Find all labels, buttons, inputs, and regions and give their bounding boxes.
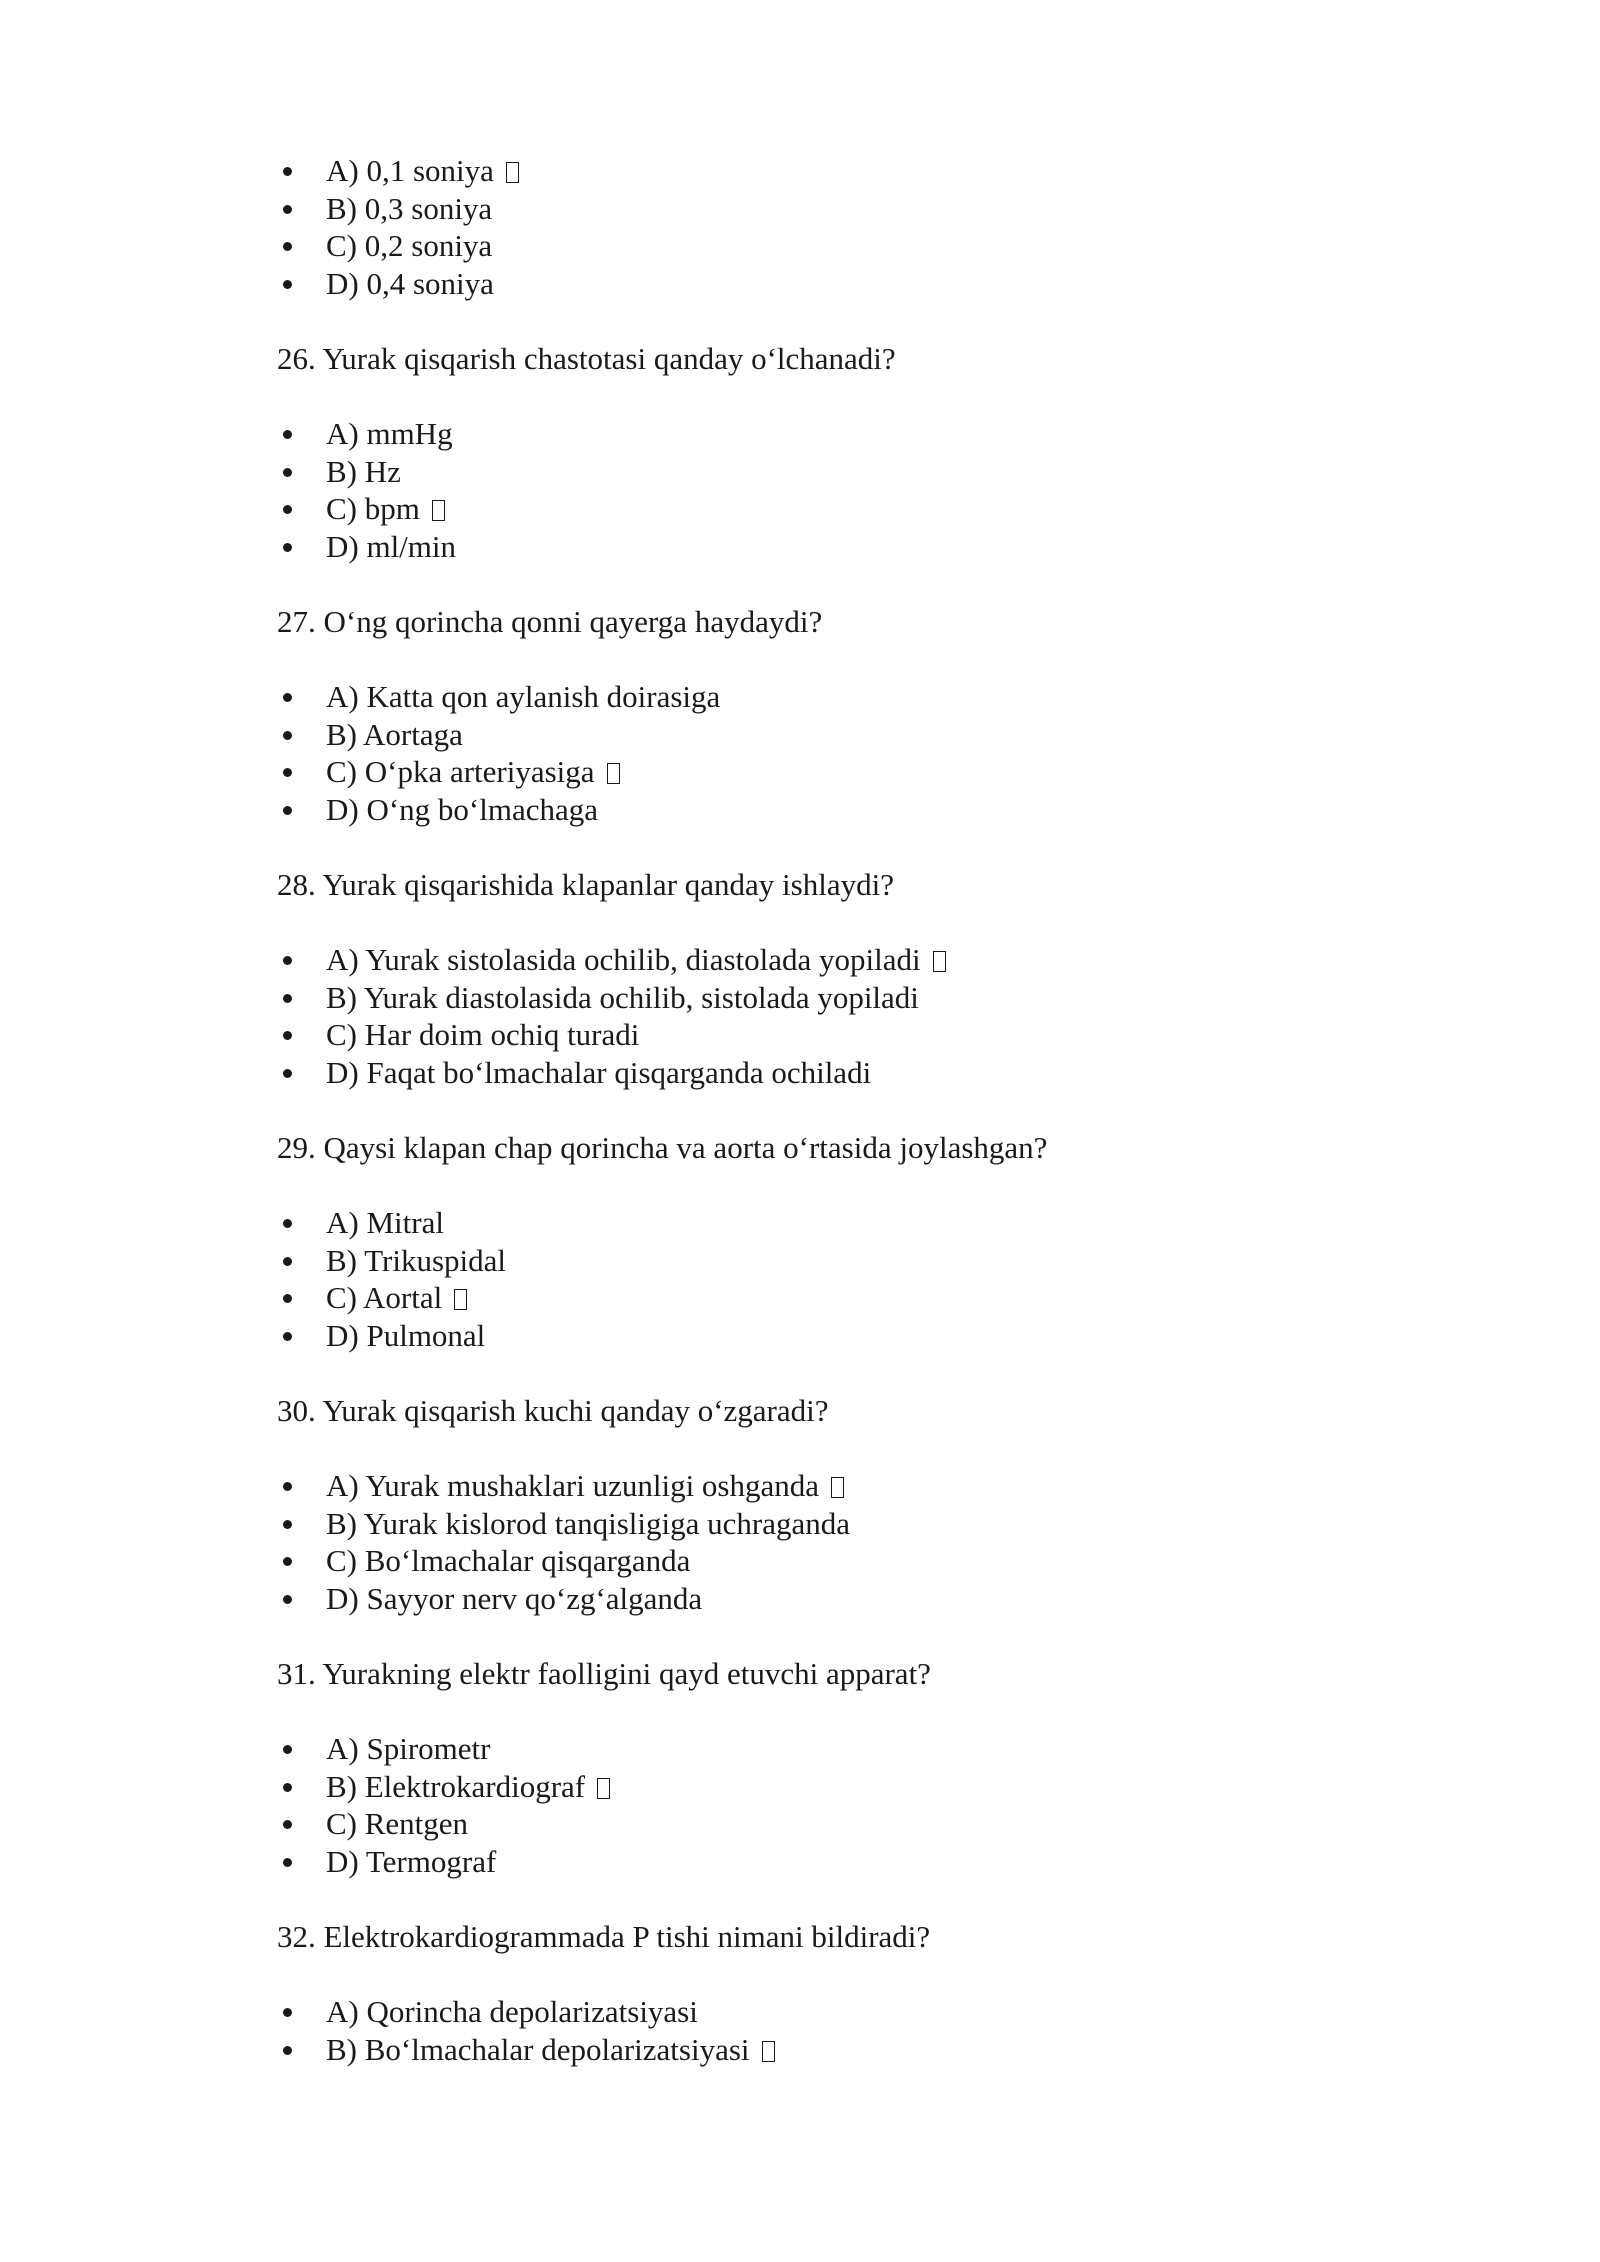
correct-answer-box-icon xyxy=(831,1477,844,1498)
answer-options-list xyxy=(277,941,1477,1091)
bullet-icon xyxy=(283,2046,292,2055)
answer-option xyxy=(277,453,1477,491)
answer-option xyxy=(277,1993,1477,2031)
answer-option-text: A) Yurak mushaklari uzunligi oshganda xyxy=(326,1468,820,1503)
bullet-icon xyxy=(283,1820,292,1829)
answer-option-text: C) bpm xyxy=(326,491,420,526)
bullet-icon xyxy=(283,1783,292,1792)
answer-option-text: B) Elektrokardiograf xyxy=(326,1768,586,1804)
question-text: 31. Yurakning elektr faolligini qayd etuvchi apparat? xyxy=(277,1656,931,1691)
answer-option-text: D) ml/min xyxy=(326,528,457,564)
bullet-icon xyxy=(283,1069,292,1078)
answer-option-text: D) Faqat bo‘lmachalar qisqarganda ochiladi xyxy=(326,1054,872,1090)
answer-option xyxy=(277,1580,1477,1618)
answer-option-text: A) Katta qon aylanish doirasiga xyxy=(326,679,721,714)
bullet-icon xyxy=(283,1257,292,1266)
bullet-icon xyxy=(283,1219,292,1228)
answer-option-text: D) Sayyor nerv qo‘zg‘alganda xyxy=(326,1580,703,1616)
bullet-icon xyxy=(283,806,292,815)
answer-options-list xyxy=(277,678,1477,828)
answer-option-text: A) Qorincha depolarizatsiyasi xyxy=(326,1994,698,2029)
answer-option xyxy=(277,1843,1477,1881)
answer-option xyxy=(277,1279,1477,1317)
answer-option xyxy=(277,1317,1477,1355)
answer-option xyxy=(277,979,1477,1017)
correct-answer-box-icon xyxy=(597,1778,610,1799)
answer-option-text: B) Aortaga xyxy=(326,716,463,752)
bullet-icon xyxy=(283,994,292,1003)
answer-option-text: D) 0,4 soniya xyxy=(326,265,494,301)
answer-option xyxy=(277,1242,1477,1280)
answer-option xyxy=(277,152,1477,190)
question-text: 32. Elektrokardiogrammada P tishi nimani bildiradi? xyxy=(277,1919,931,1954)
bullet-icon xyxy=(283,1520,292,1529)
question-text: 26. Yurak qisqarish chastotasi qanday o‘lchanadi? xyxy=(277,341,896,376)
answer-option xyxy=(277,265,1477,303)
answer-option xyxy=(277,1542,1477,1580)
answer-option-text: B) Yurak kislorod tanqisligiga uchraganda xyxy=(326,1505,851,1541)
bullet-icon xyxy=(283,242,292,251)
answer-options-list xyxy=(277,1467,1477,1617)
question-text: 27. O‘ng qorincha qonni qayerga haydaydi? xyxy=(277,604,823,639)
answer-option-text: C) Aortal xyxy=(326,1280,443,1315)
answer-option-text: D) O‘ng bo‘lmachaga xyxy=(326,791,599,827)
answer-option-text: A) 0,1 soniya xyxy=(326,153,494,188)
answer-option-text: C) O‘pka arteriyasiga xyxy=(326,754,595,789)
bullet-icon xyxy=(283,731,292,740)
answer-option xyxy=(277,415,1477,453)
question-text: 28. Yurak qisqarishida klapanlar qanday ishlaydi? xyxy=(277,867,894,902)
answer-option xyxy=(277,716,1477,754)
answer-option-text: C) Bo‘lmachalar qisqarganda xyxy=(326,1543,691,1578)
answer-option xyxy=(277,941,1477,979)
bullet-icon xyxy=(283,468,292,477)
correct-answer-box-icon xyxy=(933,951,946,972)
answer-option-text: B) Trikuspidal xyxy=(326,1242,507,1278)
answer-option-text: D) Pulmonal xyxy=(326,1317,486,1353)
bullet-icon xyxy=(283,1482,292,1491)
bullet-icon xyxy=(283,1332,292,1341)
answer-option xyxy=(277,2031,1477,2069)
answer-option-text: B) Yurak diastolasida ochilib, sistolada yopiladi xyxy=(326,979,919,1015)
answer-options-list xyxy=(277,152,1477,302)
question-text: 29. Qaysi klapan chap qorincha va aorta o‘rtasida joylashgan? xyxy=(277,1130,1048,1165)
bullet-icon xyxy=(283,205,292,214)
answer-option-text: C) Har doim ochiq turadi xyxy=(326,1017,640,1052)
quiz-content xyxy=(277,152,1477,2068)
answer-option xyxy=(277,227,1477,265)
bullet-icon xyxy=(283,505,292,514)
answer-option xyxy=(277,1730,1477,1768)
answer-option-text: C) Rentgen xyxy=(326,1806,469,1841)
answer-option-text: A) Mitral xyxy=(326,1205,444,1240)
bullet-icon xyxy=(283,2008,292,2017)
bullet-icon xyxy=(283,693,292,702)
answer-option xyxy=(277,1768,1477,1806)
answer-option xyxy=(277,190,1477,228)
answer-option-text: A) mmHg xyxy=(326,416,453,451)
bullet-icon xyxy=(283,1294,292,1303)
bullet-icon xyxy=(283,1745,292,1754)
answer-option-text: B) Hz xyxy=(326,453,401,489)
answer-option xyxy=(277,791,1477,829)
answer-option xyxy=(277,1016,1477,1054)
bullet-icon xyxy=(283,956,292,965)
answer-options-list xyxy=(277,1993,1477,2068)
answer-option xyxy=(277,1505,1477,1543)
answer-option-text: B) Bo‘lmachalar depolarizatsiyasi xyxy=(326,2031,750,2067)
bullet-icon xyxy=(283,543,292,552)
correct-answer-box-icon xyxy=(454,1289,467,1310)
answer-option-text: C) 0,2 soniya xyxy=(326,228,493,263)
correct-answer-box-icon xyxy=(432,500,445,521)
answer-option xyxy=(277,1204,1477,1242)
answer-option xyxy=(277,1805,1477,1843)
answer-option-text: A) Spirometr xyxy=(326,1731,491,1766)
correct-answer-box-icon xyxy=(506,162,519,183)
answer-options-list xyxy=(277,1730,1477,1880)
bullet-icon xyxy=(283,1858,292,1867)
answer-option xyxy=(277,678,1477,716)
bullet-icon xyxy=(283,1557,292,1566)
answer-option xyxy=(277,528,1477,566)
correct-answer-box-icon xyxy=(762,2041,775,2062)
answer-option xyxy=(277,1054,1477,1092)
question-text: 30. Yurak qisqarish kuchi qanday o‘zgaradi? xyxy=(277,1393,829,1428)
answer-option-text: D) Termograf xyxy=(326,1843,497,1879)
answer-option-text: B) 0,3 soniya xyxy=(326,190,493,226)
answer-option-text: A) Yurak sistolasida ochilib, diastolada yopiladi xyxy=(326,942,921,977)
bullet-icon xyxy=(283,430,292,439)
bullet-icon xyxy=(283,1031,292,1040)
answer-option xyxy=(277,1467,1477,1505)
bullet-icon xyxy=(283,280,292,289)
bullet-icon xyxy=(283,167,292,176)
answer-options-list xyxy=(277,1204,1477,1354)
answer-option xyxy=(277,490,1477,528)
bullet-icon xyxy=(283,768,292,777)
bullet-icon xyxy=(283,1595,292,1604)
answer-option xyxy=(277,753,1477,791)
answer-options-list xyxy=(277,415,1477,565)
correct-answer-box-icon xyxy=(607,763,620,784)
